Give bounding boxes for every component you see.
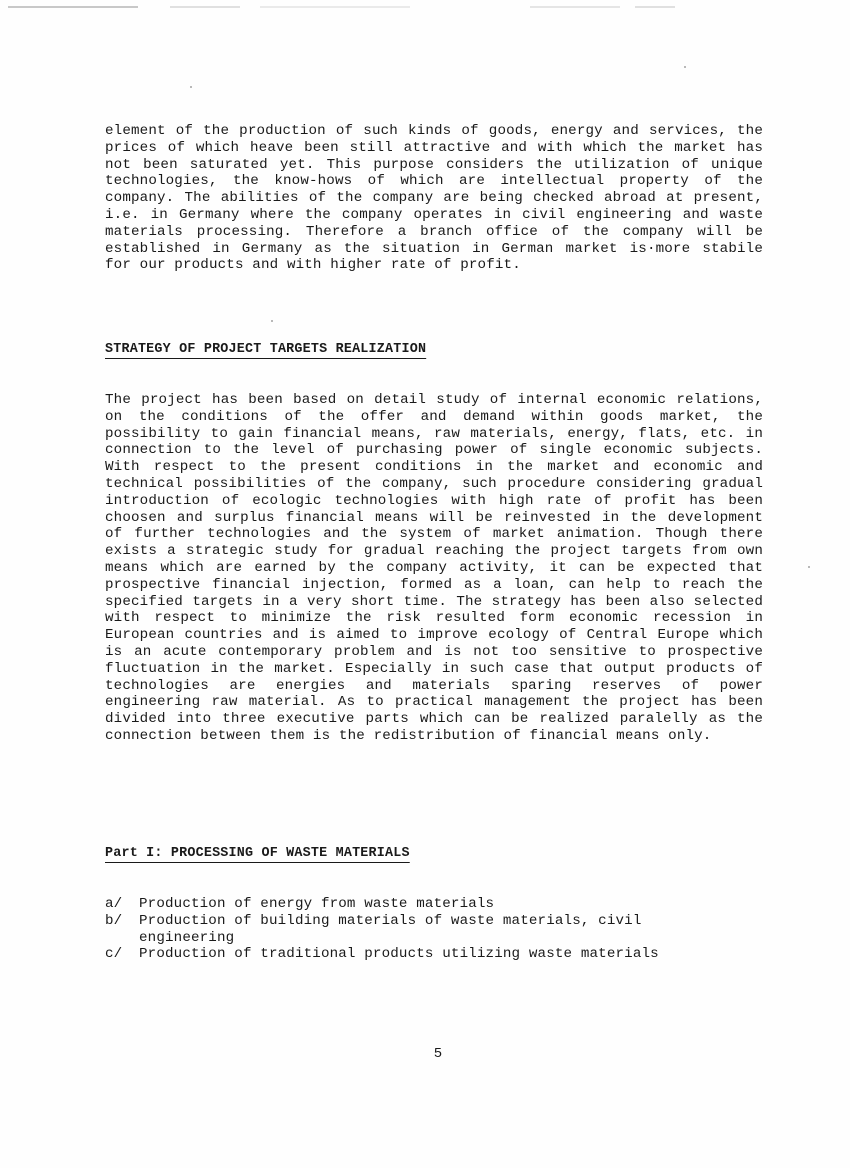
scan-speck — [271, 320, 273, 322]
page-number: 5 — [433, 1046, 443, 1062]
list-marker: c/ — [105, 946, 123, 963]
list-item — [105, 913, 725, 947]
scan-speck — [190, 86, 192, 88]
scan-artifact — [170, 6, 240, 8]
list-item-text: Production of energy from waste materials — [139, 896, 495, 912]
list-item-text: Production of building materials of waste materials, civil engineering — [139, 912, 642, 946]
strategy-heading: STRATEGY OF PROJECT TARGETS REALIZATION — [105, 342, 427, 357]
list-marker: a/ — [105, 896, 123, 912]
scan-artifact — [530, 6, 620, 8]
scan-artifact — [260, 6, 410, 8]
list-item — [105, 946, 725, 963]
list-item-text: Production of traditional products utilizing waste materials — [139, 946, 659, 963]
scan-speck — [684, 66, 686, 68]
list-item — [105, 896, 725, 913]
part1-heading: Part I: PROCESSING OF WASTE MATERIALS — [105, 846, 410, 861]
part1-list — [105, 896, 725, 963]
intro-paragraph: element of the production of such kinds of goods, energy and services, the prices of which heave been still attractive and with which the market has not been saturated yet. This purpose considers the utilization of unique technologies, the know-hows of which are intellectual property of the company. The abilities of the company are being checked abroad at present, i.e. in Germany where the company operates in civil engineering and waste materials processing. Therefore a branch office of the company will be established in Germany as the situation in German market is·more stabile for our products and with higher rate of profit. — [105, 123, 763, 274]
scan-artifact — [8, 6, 138, 8]
list-marker: b/ — [105, 912, 123, 929]
strategy-paragraph: The project has been based on detail study of internal economic relations, on the conditions of the offer and demand within goods market, the possibility to gain financial means, raw materials, energy, flats, etc. in connection to the level of purchasing power of single economic subjects. With respect to the present conditions in the market and economic and technical possibilities of the company, such procedure considering gradual introduction of ecologic technologies with high rate of profit has been choosen and surplus financial means will be reinvested in the development of further technologies and the system of market animation. Though there exists a strategic study for gradual reaching the project targets from own means which are earned by the company activity, it can be expected that prospective financial injection, formed as a loan, can help to reach the specified targets in a very short time. The strategy has been also selected with respect to minimize the risk resulted form economic recession in European countries and is aimed to improve ecology of Central Europe which is an acute contemporary problem and is not too sensitive to prospective fluctuation in the market. Especially in such case that output products of technologies are energies and materials sparing reserves of power engineering raw material. As to practical management the project has been divided into three executive parts which can be realized paralelly as the connection between them is the redistribution of financial means only. — [105, 392, 763, 744]
scan-artifact — [635, 6, 675, 8]
scan-speck — [808, 566, 810, 568]
